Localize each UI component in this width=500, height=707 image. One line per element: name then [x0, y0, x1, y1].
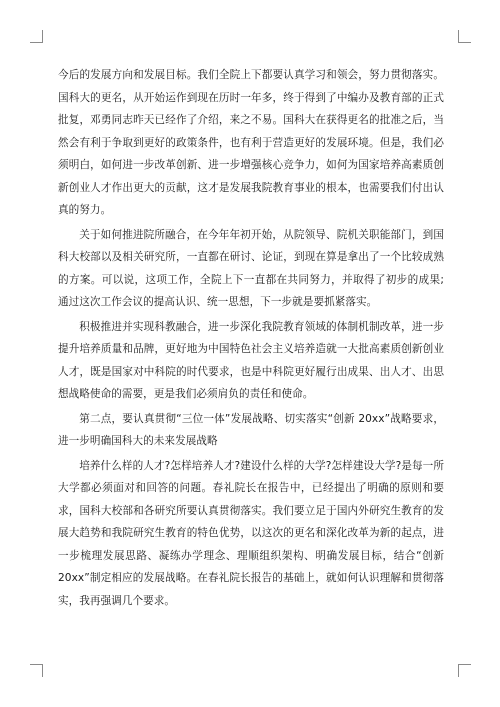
crop-mark-top-left — [30, 30, 43, 43]
section-heading-point-two: 第二点，要认真贯彻“三位一体”发展战略、切实落实“创新 20xx”战略要求，进一步明确国科大的未来发展战略 — [58, 412, 444, 447]
paragraph-reform: 积极推进并实现科教融合，进一步深化我院教育领域的体制机制改革，进一步提升培养质量和品牌，更好地为中国特色社会主义培养造就一大批高素质创新创业人才，既是国家对中科院的时代要求，也是中科院更好履行出成果、出人才、出思想战略使命的需要，更是我们必须肩负的责任和使命。 — [58, 320, 444, 400]
document-body — [58, 64, 444, 614]
paragraph-integration: 关于如何推进院所融合，在今年年初开始，从院领导、院机关职能部门，到国科大校部以及相关研究所，一直都在研讨、论证，到现在算是拿出了一个比较成熟的方案。可以说，这项工作，全院上下一直都在共同努力，并取得了初步的成果;通过这次工作会议的提高认识、统一思想，下一步就是要抓紧落实。 — [58, 228, 444, 308]
crop-mark-bottom-left — [30, 664, 43, 677]
crop-mark-top-right — [458, 30, 471, 43]
crop-mark-bottom-right — [458, 664, 471, 677]
paragraph-continuation: 今后的发展方向和发展目标。我们全院上下都要认真学习和领会，努力贯彻落实。国科大的更名，从开始运作到现在历时一年多，终于得到了中编办及教育部的正式批复，邓勇同志昨天已经作了介绍，来之不易。国科大在获得更名的批准之后，当然会有利于争取到更好的政策条件，也有利于营造更好的发展环境。但是，我们必须明白，如何进一步改革创新、进一步增强核心竞争力，如何为国家培养高素质创新创业人才作出更大的贡献，这才是发展我院教育事业的根本，也需要我们付出认真的努力。 — [58, 69, 444, 216]
paragraph-strategy: 培养什么样的人才?怎样培养人才?建设什么样的大学?怎样建设大学?是每一所大学都必须面对和回答的问题。春礼院长在报告中，已经提出了明确的原则和要求，国科大校部和各研究所要认真贯彻落实。我们要立足于国内外研究生教育的发展大趋势和我院研究生教育的特色优势，以这次的更名和深化改革为新的起点，进一步梳理发展思路、凝练办学理念、理顺组织架构、明确发展目标，结合“创新 20xx”制定相应的发展战略。在春礼院长报告的基础上，就如何认识理解和贯彻落实，我再强调几个要求。 — [58, 459, 444, 607]
